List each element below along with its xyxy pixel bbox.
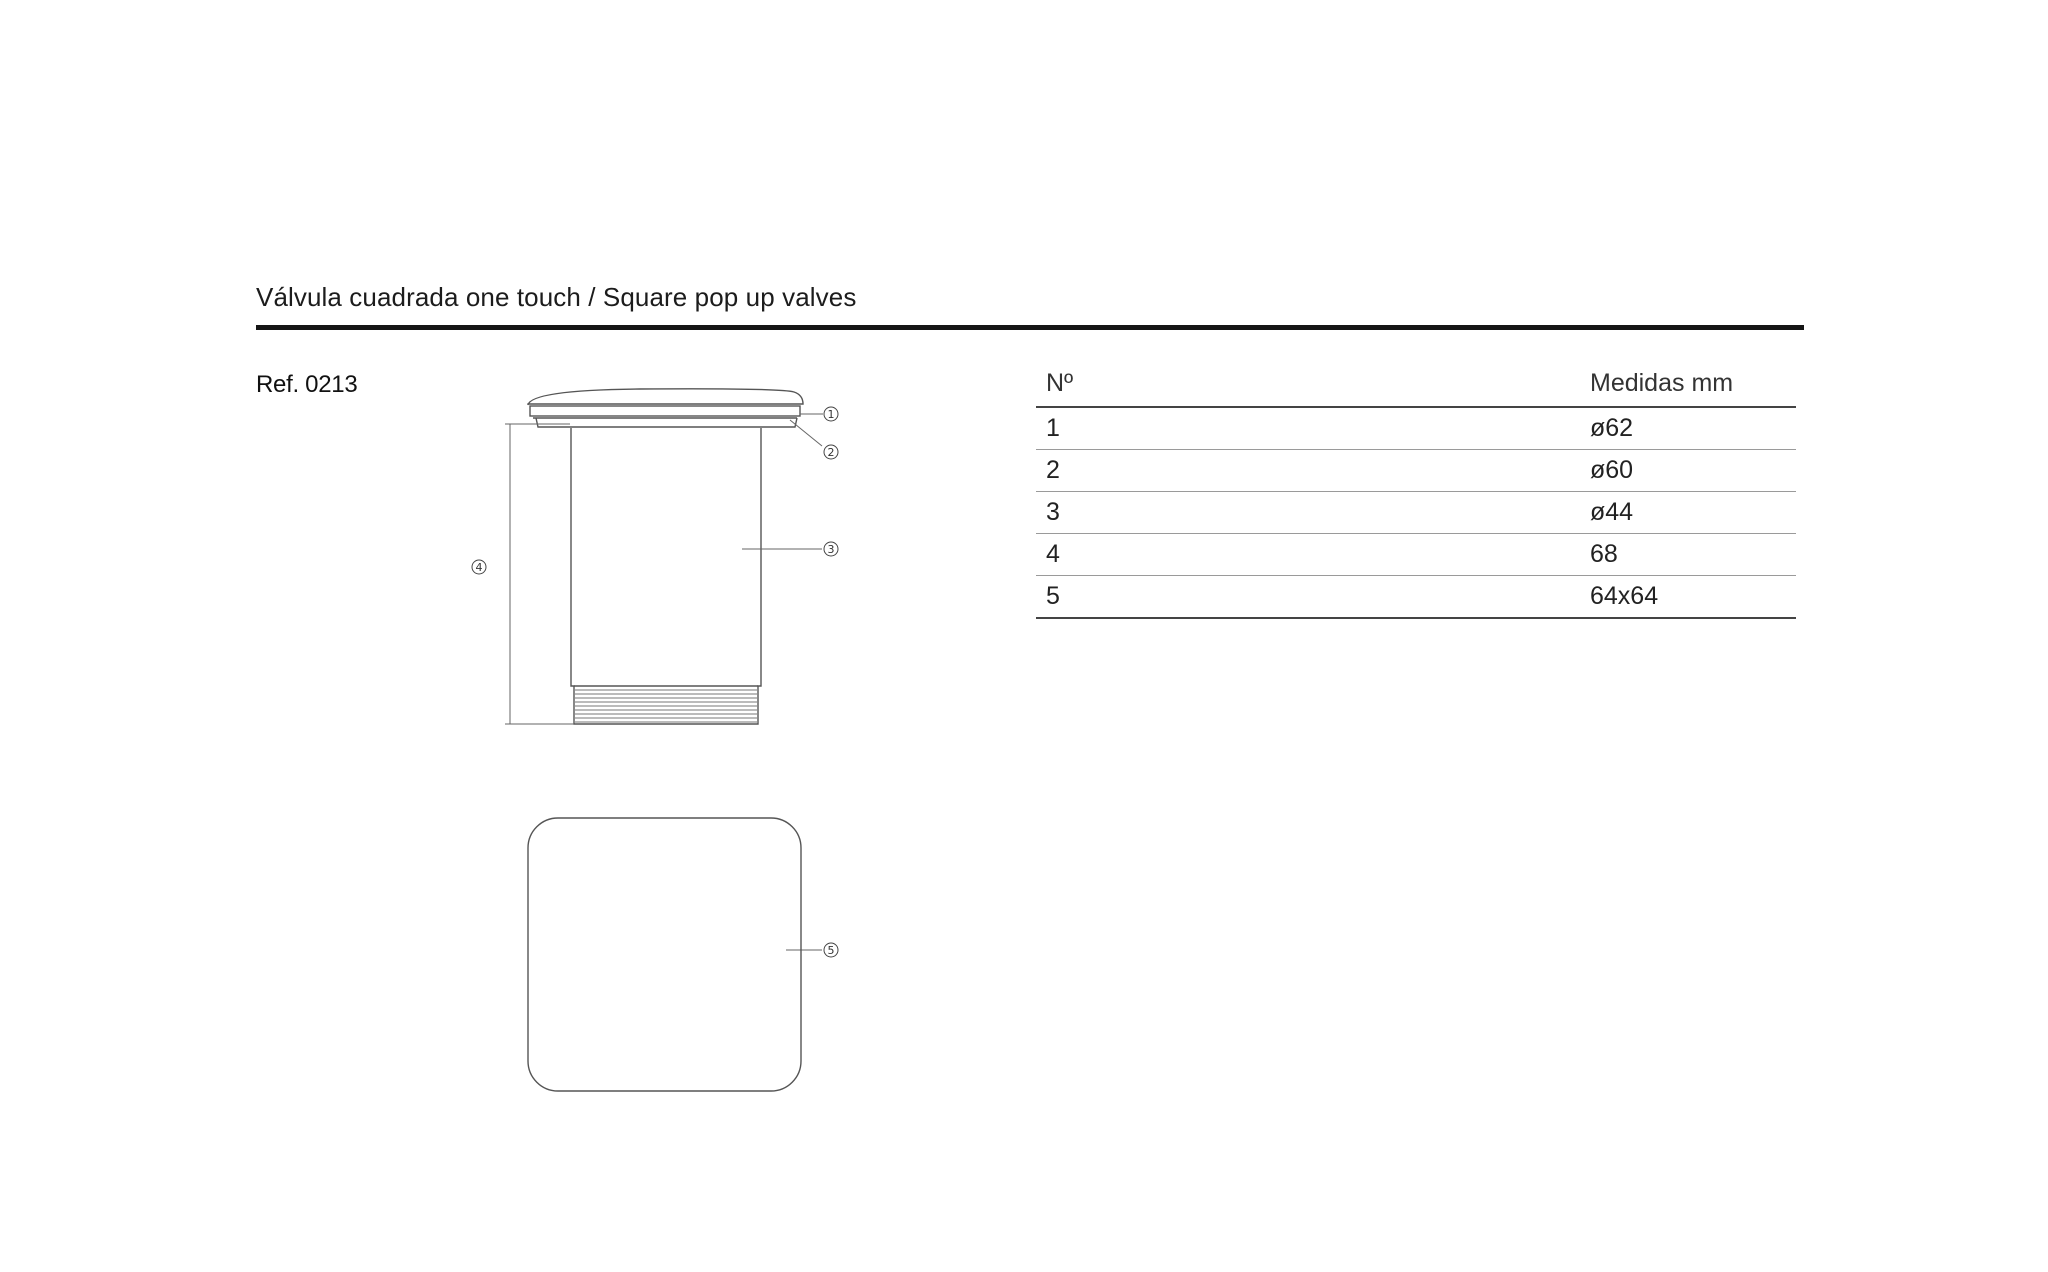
column-header-measurements: Medidas mm <box>1590 360 1796 407</box>
table-row <box>1036 407 1796 450</box>
valve-top-view <box>528 818 801 1091</box>
callout-4: 4 <box>475 561 483 574</box>
callout-3: 3 <box>827 543 835 556</box>
valve-flange <box>530 406 800 416</box>
valve-thread <box>575 690 757 722</box>
row-measurement: 68 <box>1590 534 1796 576</box>
column-header-number: Nº <box>1036 360 1590 407</box>
callout-1-circle <box>824 407 838 421</box>
table-row <box>1036 492 1796 534</box>
row-number: 1 <box>1036 407 1590 450</box>
title-divider <box>256 325 1804 330</box>
table-row <box>1036 534 1796 576</box>
callout-1: 1 <box>827 408 835 421</box>
valve-square-cap <box>528 818 801 1091</box>
page-title: Válvula cuadrada one touch / Square pop up valves <box>256 282 857 312</box>
table-header-row <box>1036 360 1796 407</box>
callout-5-circle <box>824 943 838 957</box>
table-row <box>1036 576 1796 619</box>
row-number: 4 <box>1036 534 1590 576</box>
callout-numbers <box>476 408 835 957</box>
leader-lines <box>742 414 823 950</box>
valve-body <box>571 428 761 724</box>
row-measurement: ø44 <box>1590 492 1796 534</box>
callout-3-circle <box>824 542 838 556</box>
row-number: 3 <box>1036 492 1590 534</box>
table-row <box>1036 450 1796 492</box>
row-measurement: 64x64 <box>1590 576 1796 619</box>
valve-cap <box>528 389 803 405</box>
valve-side-view <box>505 389 823 950</box>
callout-4-circle <box>472 560 486 574</box>
product-reference: Ref. 0213 <box>256 371 358 398</box>
height-dimension <box>505 424 574 724</box>
callout-markers <box>472 407 838 957</box>
row-measurement: ø62 <box>1590 407 1796 450</box>
measurements-table <box>1036 360 1796 619</box>
callout-2: 2 <box>827 446 835 459</box>
callout-2-circle <box>824 445 838 459</box>
callout-5: 5 <box>827 944 835 957</box>
row-number: 2 <box>1036 450 1590 492</box>
row-number: 5 <box>1036 576 1590 619</box>
row-measurement: ø60 <box>1590 450 1796 492</box>
